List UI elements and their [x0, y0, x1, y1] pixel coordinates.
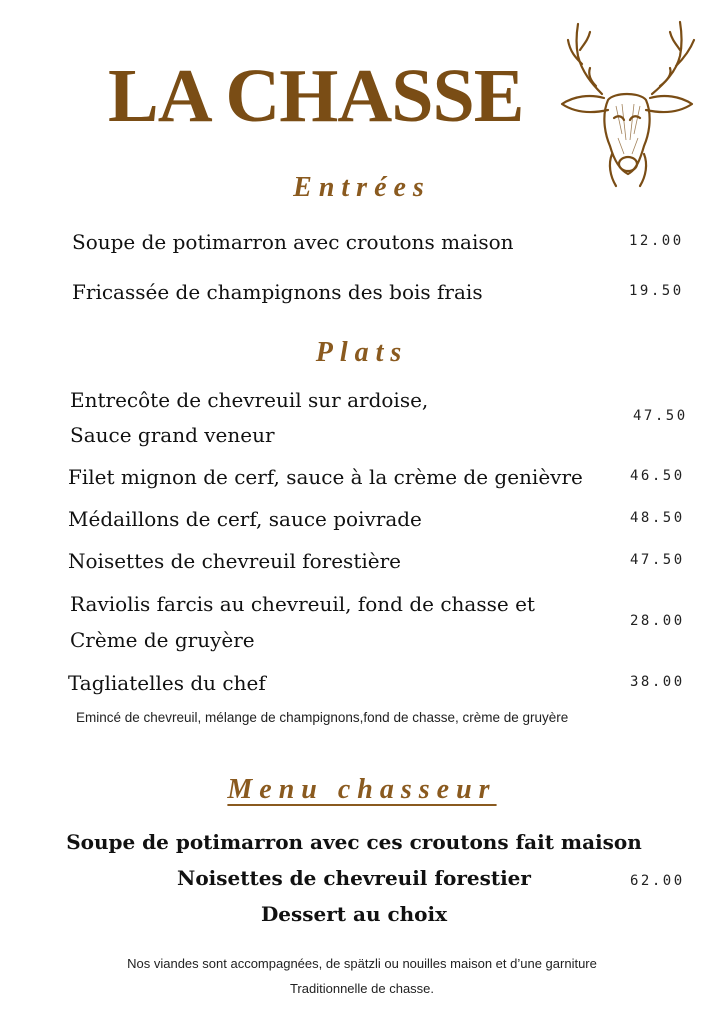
footer-note-line1: Nos viandes sont accompagnées, de spätzli ou nouilles maison et d’une garniture	[127, 956, 597, 971]
plat-item-name: Noisettes de chevreuil forestière	[68, 549, 401, 573]
menu-chasseur-course: Noisettes de chevreuil forestier	[177, 866, 531, 890]
footer-note-line2: Traditionnelle de chasse.	[289, 981, 435, 996]
entree-item-price: 12.00	[629, 233, 684, 249]
plat-item-name: Tagliatelles du chef	[68, 671, 266, 695]
restaurant-title: LA CHASSE	[108, 54, 524, 138]
plat-item-price: 38.00	[630, 674, 685, 690]
plat-item-price: 28.00	[630, 613, 685, 629]
plat-item-price: 47.50	[633, 408, 688, 424]
plat-item-price: 46.50	[630, 468, 685, 484]
plat-item-name: Filet mignon de cerf, sauce à la crème de genièvre	[68, 465, 583, 489]
plat-item-price: 47.50	[630, 552, 685, 568]
plat-item-name: Médaillons de cerf, sauce poivrade	[68, 507, 422, 531]
plat-item-price: 48.50	[630, 510, 685, 526]
entree-item-name: Soupe de potimarron avec croutons maison	[72, 230, 514, 254]
plat-item-name-line1: Entrecôte de chevreuil sur ardoise,	[70, 388, 429, 412]
section-heading-plats: Plats	[315, 337, 409, 368]
plat-item-description: Emincé de chevreuil, mélange de champignons,fond de chasse, crème de gruyère	[76, 710, 569, 725]
menu-chasseur-price: 62.00	[630, 873, 685, 889]
menu-chasseur-heading-text: Menu chasseur	[227, 774, 497, 805]
plat-item-name-line1: Raviolis farcis au chevreuil, fond de chasse et	[70, 592, 535, 616]
menu-chasseur-course: Dessert au choix	[260, 902, 448, 926]
menu-chasseur-course: Soupe de potimarron avec ces croutons fait maison	[66, 830, 642, 854]
plat-item-name-line2: Crème de gruyère	[70, 628, 255, 652]
entree-item-name: Fricassée de champignons des bois frais	[72, 280, 483, 304]
entree-item-price: 19.50	[629, 283, 684, 299]
deer-head-icon	[552, 14, 702, 190]
section-heading-entrees: Entrées	[293, 172, 431, 203]
plat-item-name-line2: Sauce grand veneur	[70, 423, 275, 447]
section-heading-menu-chasseur	[0, 774, 724, 806]
